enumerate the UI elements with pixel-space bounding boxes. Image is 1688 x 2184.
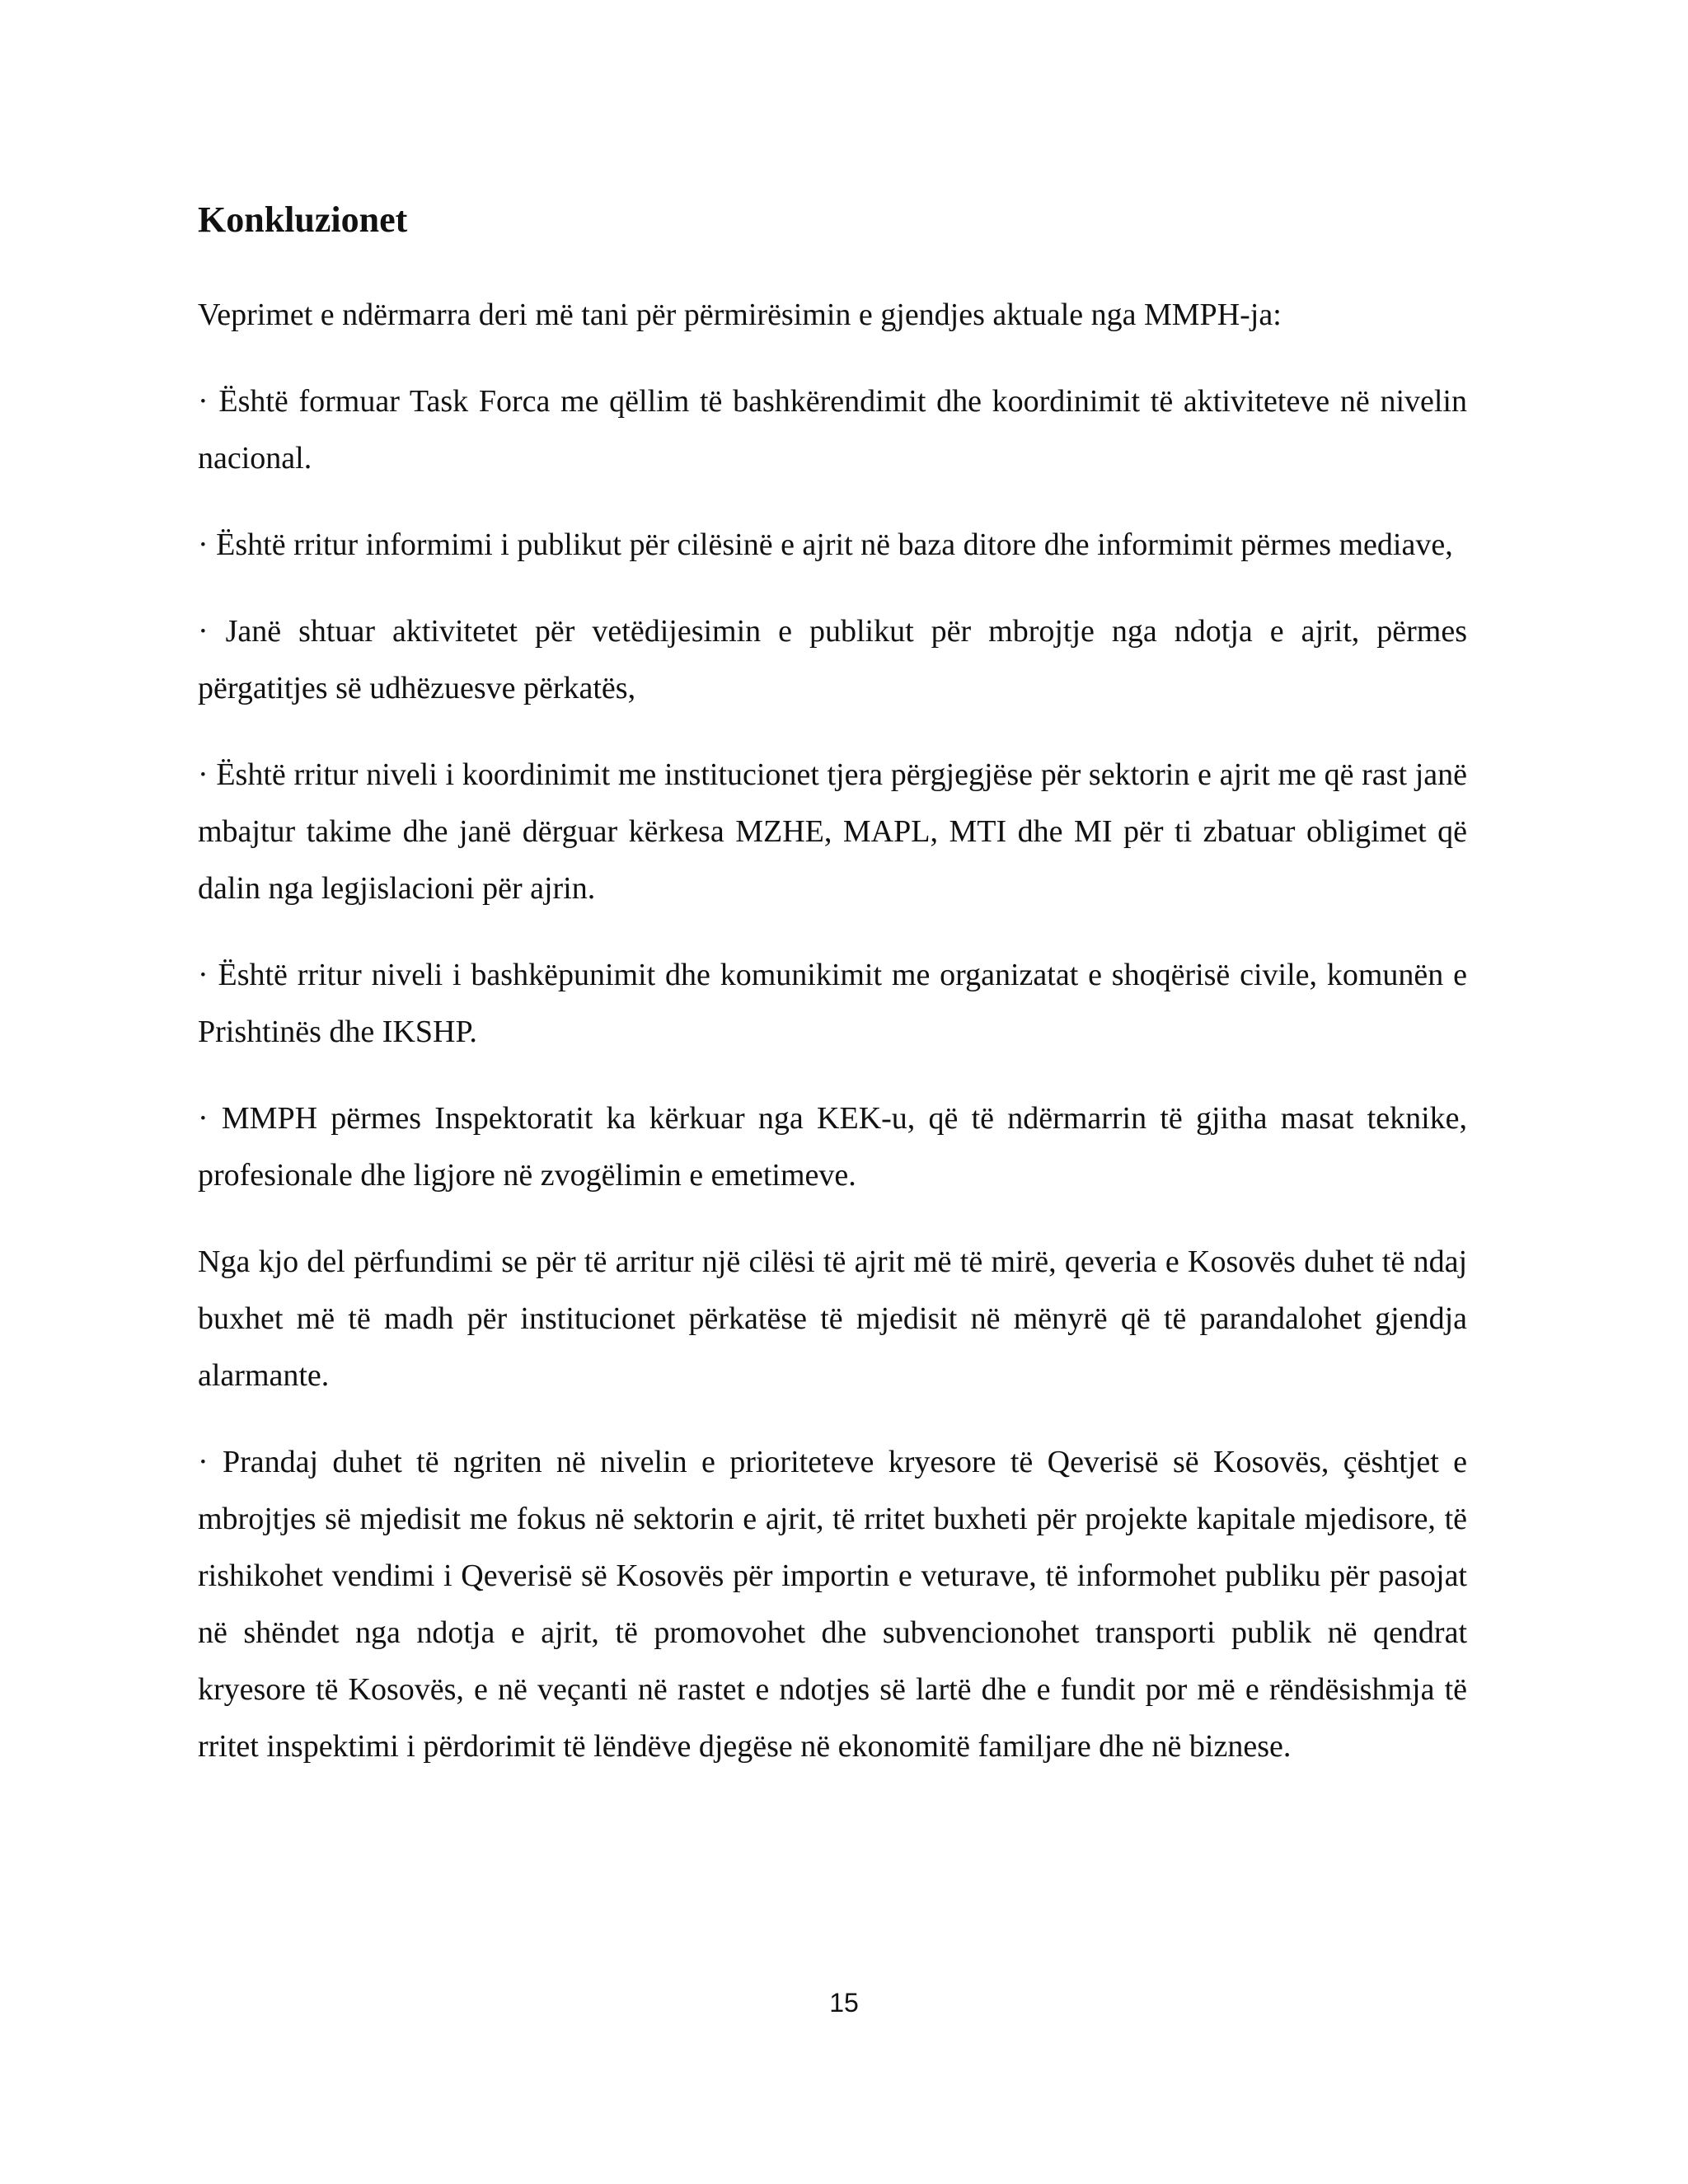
conclusion-paragraph: Nga kjo del përfundimi se për të arritur një cilësi të ajrit më të mirë, qeveria e Kosovës duhet të ndaj buxhet më të madh për institucionet përkatëse të mjedisit në mënyrë që të parandalohet gjendja alarmante.: [198, 1244, 1467, 1393]
bullet-public-information: · Është rritur informimi i publikut për cilësinë e ajrit në baza ditore dhe informimit përmes mediave,: [198, 527, 1453, 562]
section-heading: Konkluzionet: [198, 199, 408, 240]
bullet-inspectorate-kek: · MMPH përmes Inspektoratit ka kërkuar nga KEK-u, që të ndërmarrin të gjitha masat teknike, profesionale dhe ligjore në zvogëlimin e emetimeve.: [198, 1101, 1467, 1193]
page-number: 15: [829, 1988, 859, 2018]
bullet-awareness-activities: · Janë shtuar aktivitetet për vetëdijesimin e publikut për mbrojtje nga ndotja e ajrit, përmes përgatitjes së udhëzuesve përkatës,: [198, 614, 1467, 705]
bullet-task-force: · Është formuar Task Forca me qëllim të bashkërendimit dhe koordinimit të aktiviteteve në nivelin nacional.: [198, 384, 1467, 476]
bullet-civil-society-cooperation: · Është rritur niveli i bashkëpunimit dhe komunikimit me organizatat e shoqërisë civile, komunën e Prishtinës dhe IKSHP.: [198, 958, 1467, 1049]
bullet-institutional-coordination: · Është rritur niveli i koordinimit me institucionet tjera përgjegjëse për sektorin e ajrit me që rast janë mbajtur takime dhe janë dërguar kërkesa MZHE, MAPL, MTI dhe MI për ti zbatuar obligimet që dalin nga legjislacioni për ajrin.: [198, 757, 1467, 906]
intro-paragraph: Veprimet e ndërmarra deri më tani për përmirësimin e gjendjes aktuale nga MMPH-ja:: [198, 298, 1282, 332]
body-text: [198, 287, 1467, 1805]
bullet-recommendations: · Prandaj duhet të ngriten në nivelin e prioriteteve kryesore të Qeverisë së Kosovës, çështjet e mbrojtjes së mjedisit me fokus në sektorin e ajrit, të rritet buxheti për projekte kapitale mjedisore, të rishikohet vendimi i Qeverisë së Kosovës për importin e veturave, të informohet publiku për pasojat në shëndet nga ndotja e ajrit, të promovohet dhe subvencionohet transporti publik në qendrat kryesore të Kosovës, e në veçanti në rastet e ndotjes së lartë dhe e fundit por më e rëndësishmja të rritet inspektimi i përdorimit të lëndëve djegëse në ekonomitë familjare dhe në biznese.: [198, 1445, 1467, 1764]
